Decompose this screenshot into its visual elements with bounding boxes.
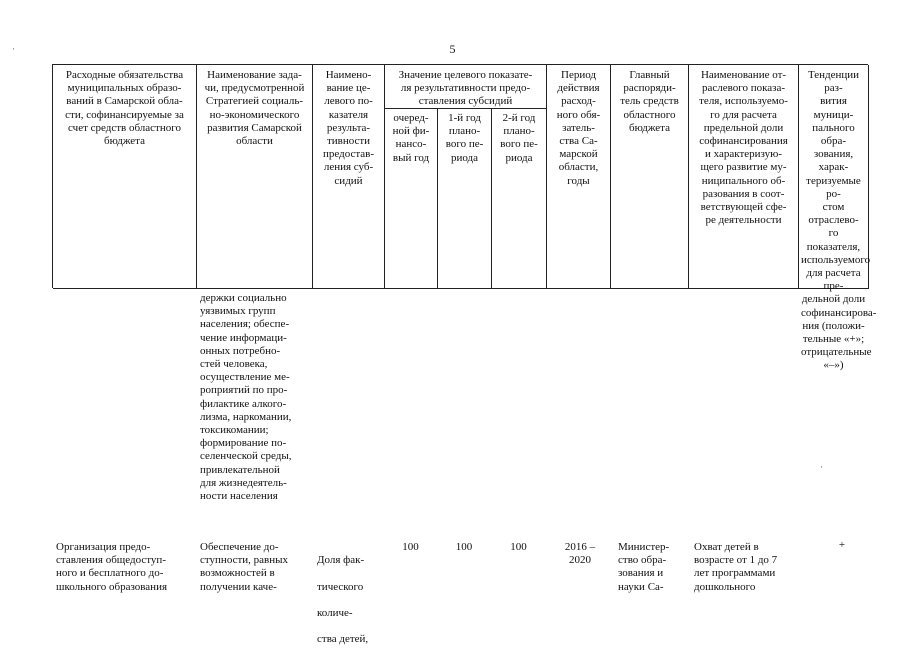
header-sector-indicator: Наименование от- раслевого показа- теля, используемо- го для расчета предельной доли софинансирования и характеризую- щего развитие му- ниципального об- разования в соот- ветствующей сфе- ре деятельности — [689, 65, 799, 289]
row-chief-administrator: Министер- ство обра- зования и науки Са- — [618, 541, 670, 593]
continuation-task-text: держки социально уязвимых групп населения; обеспе- чение информаци- онных потребно- стей человека, осуществление ме- роприятий по про- филактике алкого- лизма, наркомании, токсикомании; формирование по- селенческой среды, привлекательной для жизнедеятель- ности населения — [200, 292, 292, 503]
row-period: 2016 – 2020 — [564, 541, 596, 567]
row-target-indicator-line: Доля фак- — [317, 554, 365, 567]
row-target-indicator — [317, 541, 387, 660]
header-period: Период действия расход- ного обя- затель- ства Са- марской области, годы — [547, 65, 611, 289]
row-expenditure-obligation: Организация предо- ставления общедоступ- ного и бесплатного до- школьного образования — [56, 541, 168, 593]
header-indicator-values-group: Значение целевого показате- ля результативности предо- ставления субсидий — [385, 65, 547, 109]
header-chief-administrator: Главный распоряди- тель средств областного бюджета — [611, 65, 689, 289]
row-value-first-plan-year: 100 — [455, 541, 473, 553]
header-first-plan-year: 1-й год плано- вого пе- риода — [438, 109, 492, 289]
row-target-indicator-line: ства детей, — [317, 633, 369, 646]
header-target-indicator: Наимено- вание це- левого по- казателя результа- тивности предостав- ления суб- сидий — [313, 65, 385, 289]
table-header — [52, 64, 877, 372]
row-value-second-plan-year: 100 — [510, 541, 527, 553]
row-task-name: Обеспечение до- ступности, равных возможностей в получении каче- — [200, 541, 289, 593]
header-development-trends: Тенденции раз- вития муници- пального обра- зования, харак- теризуемые ро- стом отраслево- го показателя, используемого для расчета пре- дельной доли софинансирова- ния (положи- тельные «+»; отрицательные «–») — [799, 65, 869, 289]
row-value-current-year: 100 — [402, 541, 419, 553]
header-current-year: очеред- ной фи- нансо- вый год — [385, 109, 438, 289]
scan-speck: · — [12, 44, 15, 54]
row-sector-indicator: Охват детей в возрасте от 1 до 7 лет программами дошкольного — [694, 541, 778, 593]
page-number: 5 — [449, 42, 456, 56]
row-target-indicator-line: количе- — [317, 607, 353, 620]
header-task-name: Наименование зада- чи, предусмотренной Стратегией социаль- но-экономического развития Самарской области — [197, 65, 313, 289]
header-second-plan-year: 2-й год плано- вого пе- риода — [492, 109, 547, 289]
row-target-indicator-line: тического — [317, 580, 364, 593]
row-trend: + — [838, 539, 846, 551]
header-expenditure-obligations: Расходные обязательства муниципальных образо- ваний в Самарской обла- сти, софинансируемые за счет средств областного бюджета — [53, 65, 197, 289]
scan-speck: · — [820, 462, 823, 472]
